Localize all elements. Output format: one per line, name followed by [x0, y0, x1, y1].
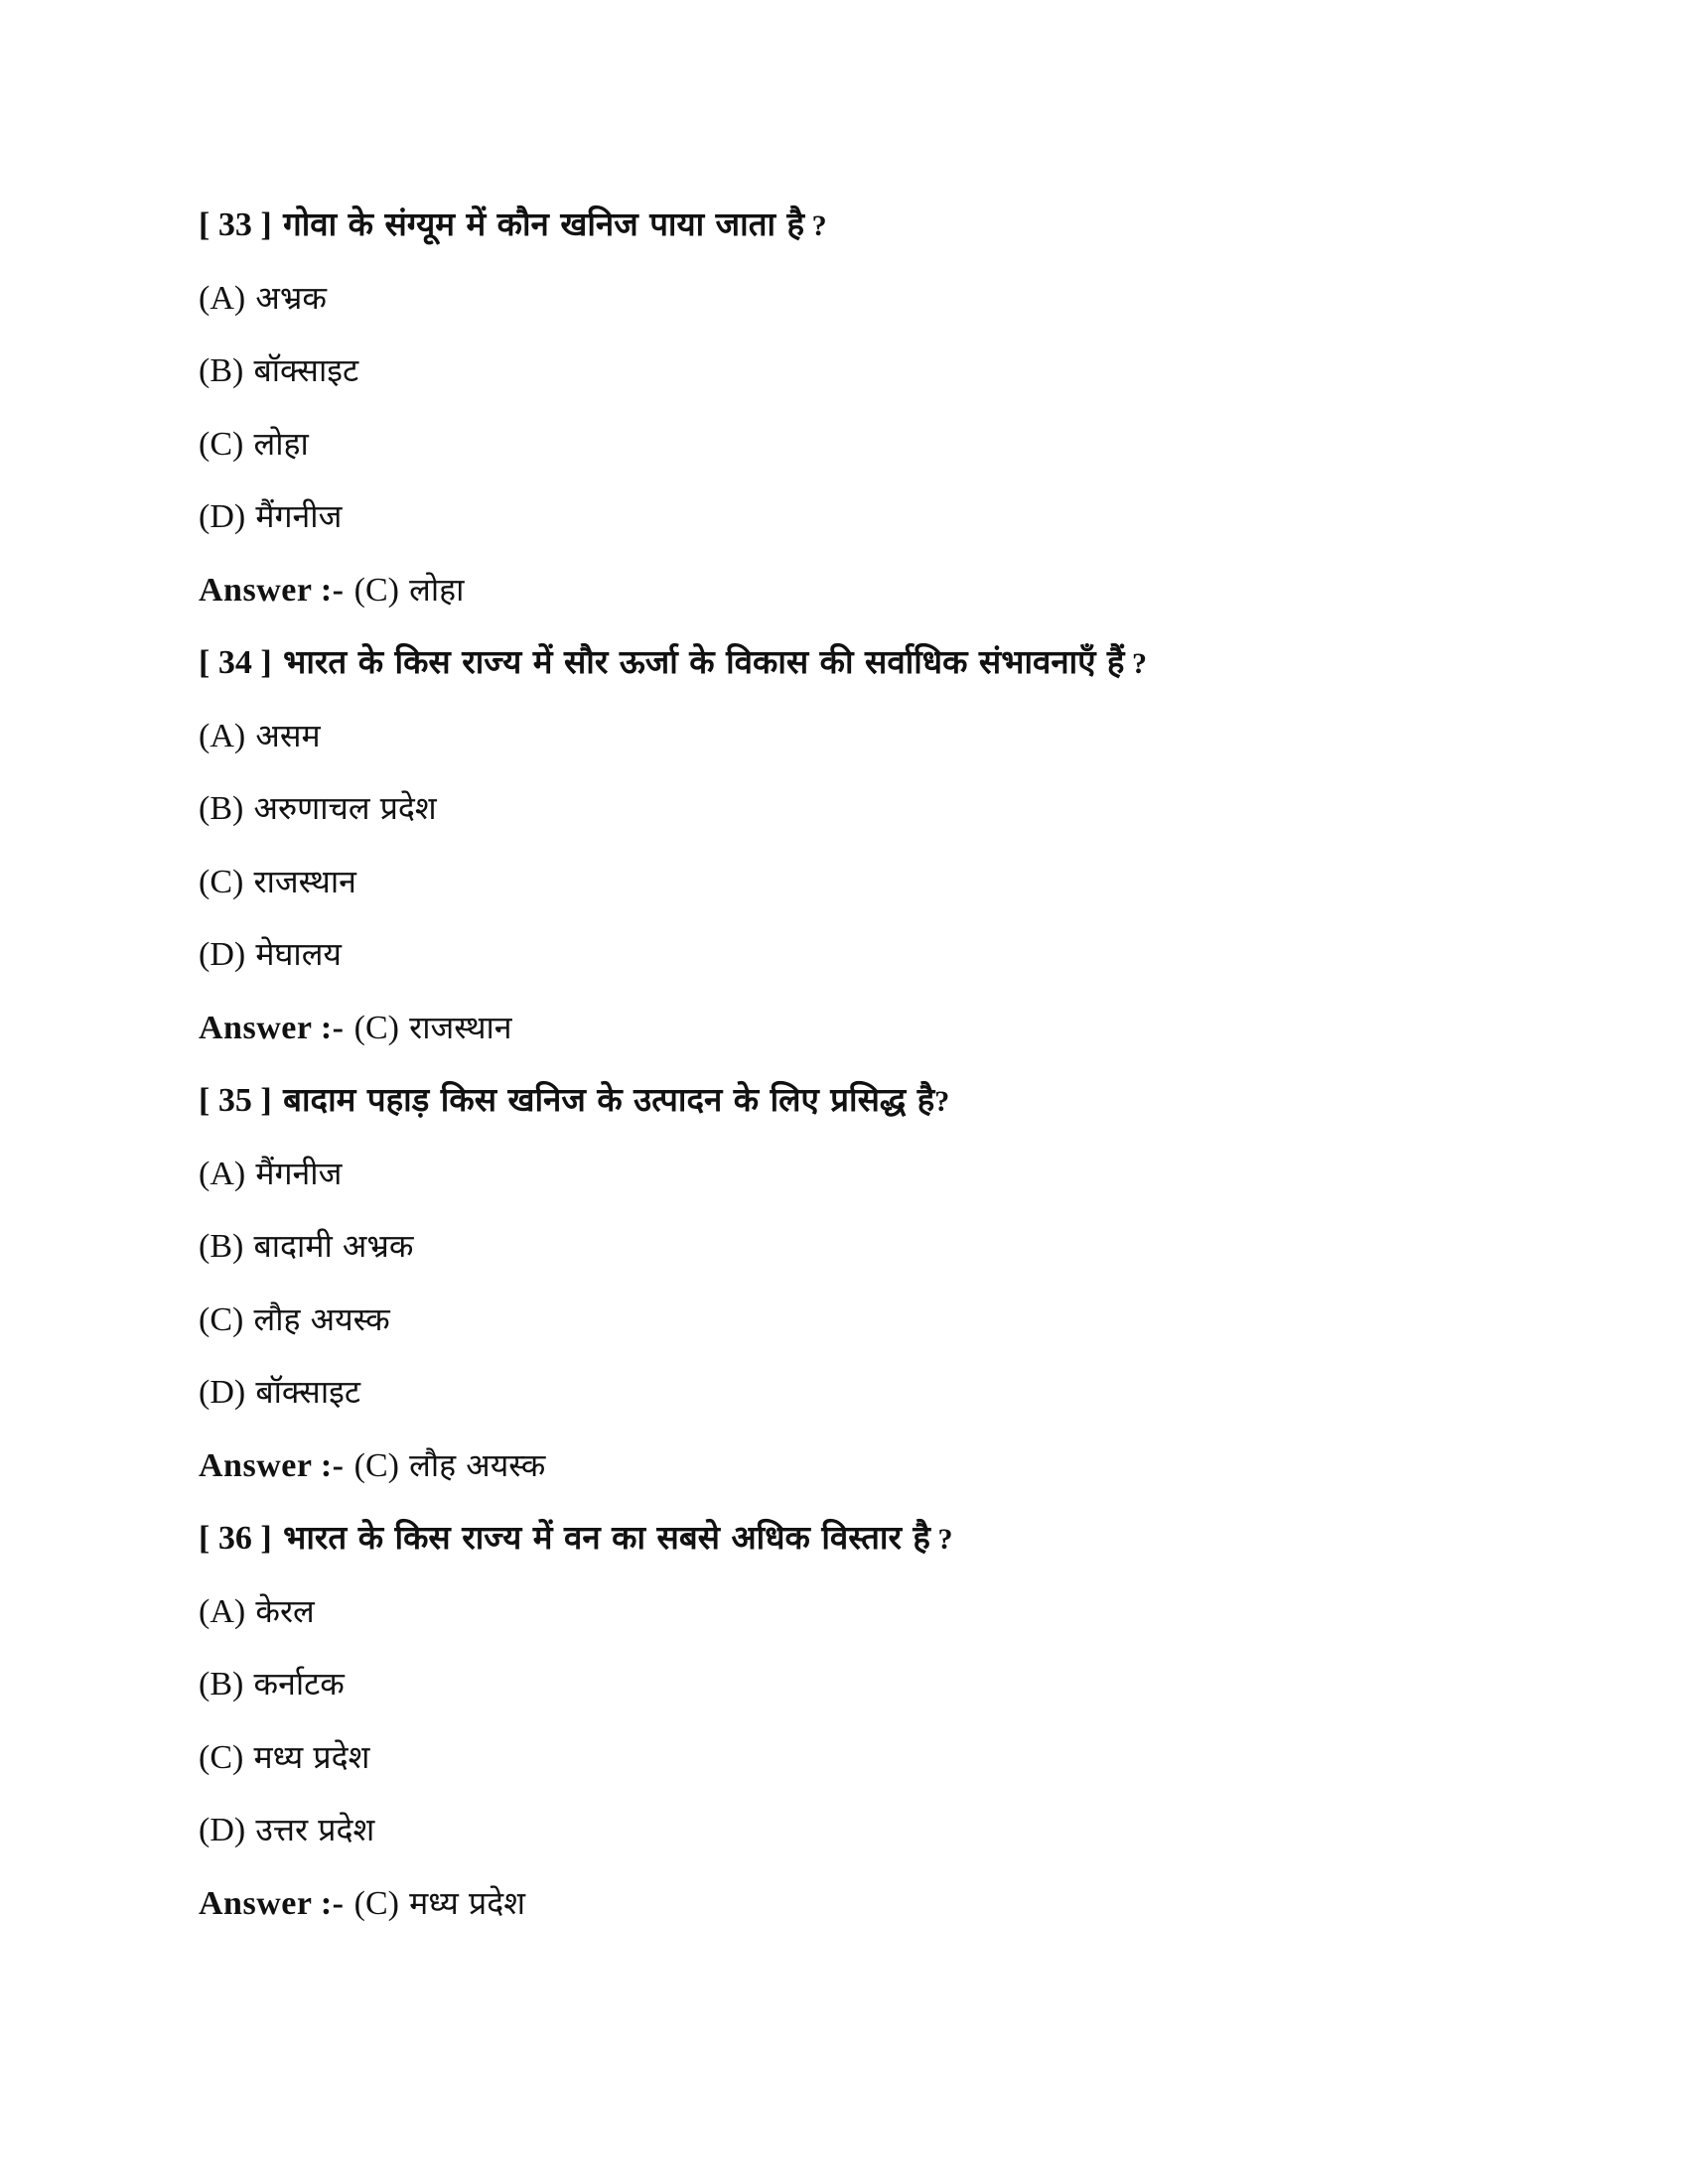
answer-option: (C)	[353, 1446, 399, 1484]
option-a	[199, 1581, 1489, 1655]
question-number: [ 34 ]	[199, 644, 272, 681]
option-b	[199, 778, 1489, 852]
question-text: भारत के किस राज्य में सौर ऊर्जा के विकास की सर्वाधिक संभावनाएँ हैं	[283, 642, 1125, 681]
option-label: (A)	[199, 1155, 246, 1192]
answer-label: Answer :-	[199, 1884, 345, 1922]
question-mark: ?	[1124, 647, 1147, 680]
answer-line	[199, 1435, 1489, 1509]
option-text: केरल	[255, 1591, 315, 1630]
option-text: बादामी अभ्रक	[253, 1227, 414, 1265]
question-mark: ?	[934, 1085, 950, 1118]
answer-label: Answer :-	[199, 1446, 345, 1484]
question-mark: ?	[804, 209, 827, 242]
question-text: बादाम पहाड़ किस खनिज के उत्पादन के लिए प्रसिद्ध है	[283, 1080, 935, 1119]
option-text: मध्य प्रदेश	[253, 1737, 370, 1776]
option-c	[199, 852, 1489, 925]
option-label: (C)	[199, 863, 244, 900]
option-text: मैंगनीज	[255, 497, 343, 535]
option-label: (C)	[199, 425, 244, 463]
option-label: (C)	[199, 1300, 244, 1338]
option-label: (B)	[199, 352, 244, 389]
option-text: उत्तर प्रदेश	[255, 1811, 375, 1848]
question-title	[199, 632, 1489, 706]
option-text: मैंगनीज	[255, 1154, 343, 1192]
question-block-36	[199, 1508, 1489, 1946]
option-label: (D)	[199, 498, 246, 535]
option-c	[199, 414, 1489, 487]
question-number: [ 36 ]	[199, 1520, 272, 1557]
answer-line	[199, 1873, 1489, 1947]
option-c	[199, 1727, 1489, 1801]
option-d	[199, 924, 1489, 998]
option-text: अरुणाचल प्रदेश	[253, 789, 437, 827]
option-label: (D)	[199, 1812, 246, 1848]
answer-label: Answer :-	[199, 1009, 345, 1046]
option-a	[199, 1144, 1489, 1217]
option-text: लोहा	[253, 424, 309, 463]
option-label: (B)	[199, 1666, 244, 1703]
answer-option: (C)	[353, 1884, 399, 1922]
option-text: लौह अयस्क	[253, 1299, 390, 1338]
option-b	[199, 341, 1489, 414]
answer-label: Answer :-	[199, 571, 345, 609]
question-text: गोवा के संग्यूम में कौन खनिज पाया जाता है	[283, 205, 805, 243]
option-c	[199, 1290, 1489, 1363]
question-block-33	[199, 195, 1489, 632]
question-mark: ?	[929, 1523, 953, 1556]
option-d	[199, 1362, 1489, 1435]
option-label: (D)	[199, 1374, 246, 1411]
option-label: (B)	[199, 1228, 244, 1265]
question-title	[199, 1070, 1489, 1144]
option-b	[199, 1216, 1489, 1290]
answer-option: (C)	[353, 571, 399, 609]
answer-option: (C)	[353, 1009, 399, 1046]
answer-text: राजस्थान	[409, 1008, 512, 1046]
option-a	[199, 268, 1489, 341]
quiz-page	[199, 195, 1489, 1946]
answer-line	[199, 998, 1489, 1071]
option-label: (A)	[199, 1592, 246, 1630]
option-text: बॉक्साइट	[253, 351, 359, 389]
option-label: (A)	[199, 717, 246, 754]
option-text: राजस्थान	[253, 862, 356, 900]
option-b	[199, 1654, 1489, 1727]
option-a	[199, 706, 1489, 779]
question-number: [ 35 ]	[199, 1082, 272, 1119]
question-block-35	[199, 1070, 1489, 1508]
question-block-34	[199, 632, 1489, 1070]
option-text: अभ्रक	[255, 278, 327, 317]
option-label: (A)	[199, 279, 246, 317]
option-label: (D)	[199, 936, 246, 973]
option-text: मेघालय	[255, 935, 342, 973]
option-d	[199, 486, 1489, 560]
question-number: [ 33 ]	[199, 206, 272, 243]
option-text: बॉक्साइट	[255, 1373, 360, 1411]
option-label: (B)	[199, 790, 244, 827]
answer-text: मध्य प्रदेश	[409, 1883, 526, 1922]
answer-text: लोहा	[409, 570, 465, 609]
answer-text: लौह अयस्क	[409, 1445, 546, 1484]
question-title	[199, 1508, 1489, 1581]
answer-line	[199, 560, 1489, 633]
option-d	[199, 1800, 1489, 1873]
option-text: असम	[255, 716, 321, 754]
option-label: (C)	[199, 1738, 244, 1776]
option-text: कर्नाटक	[253, 1665, 345, 1703]
question-text: भारत के किस राज्य में वन का सबसे अधिक विस्तार है	[283, 1518, 930, 1557]
question-title	[199, 195, 1489, 268]
